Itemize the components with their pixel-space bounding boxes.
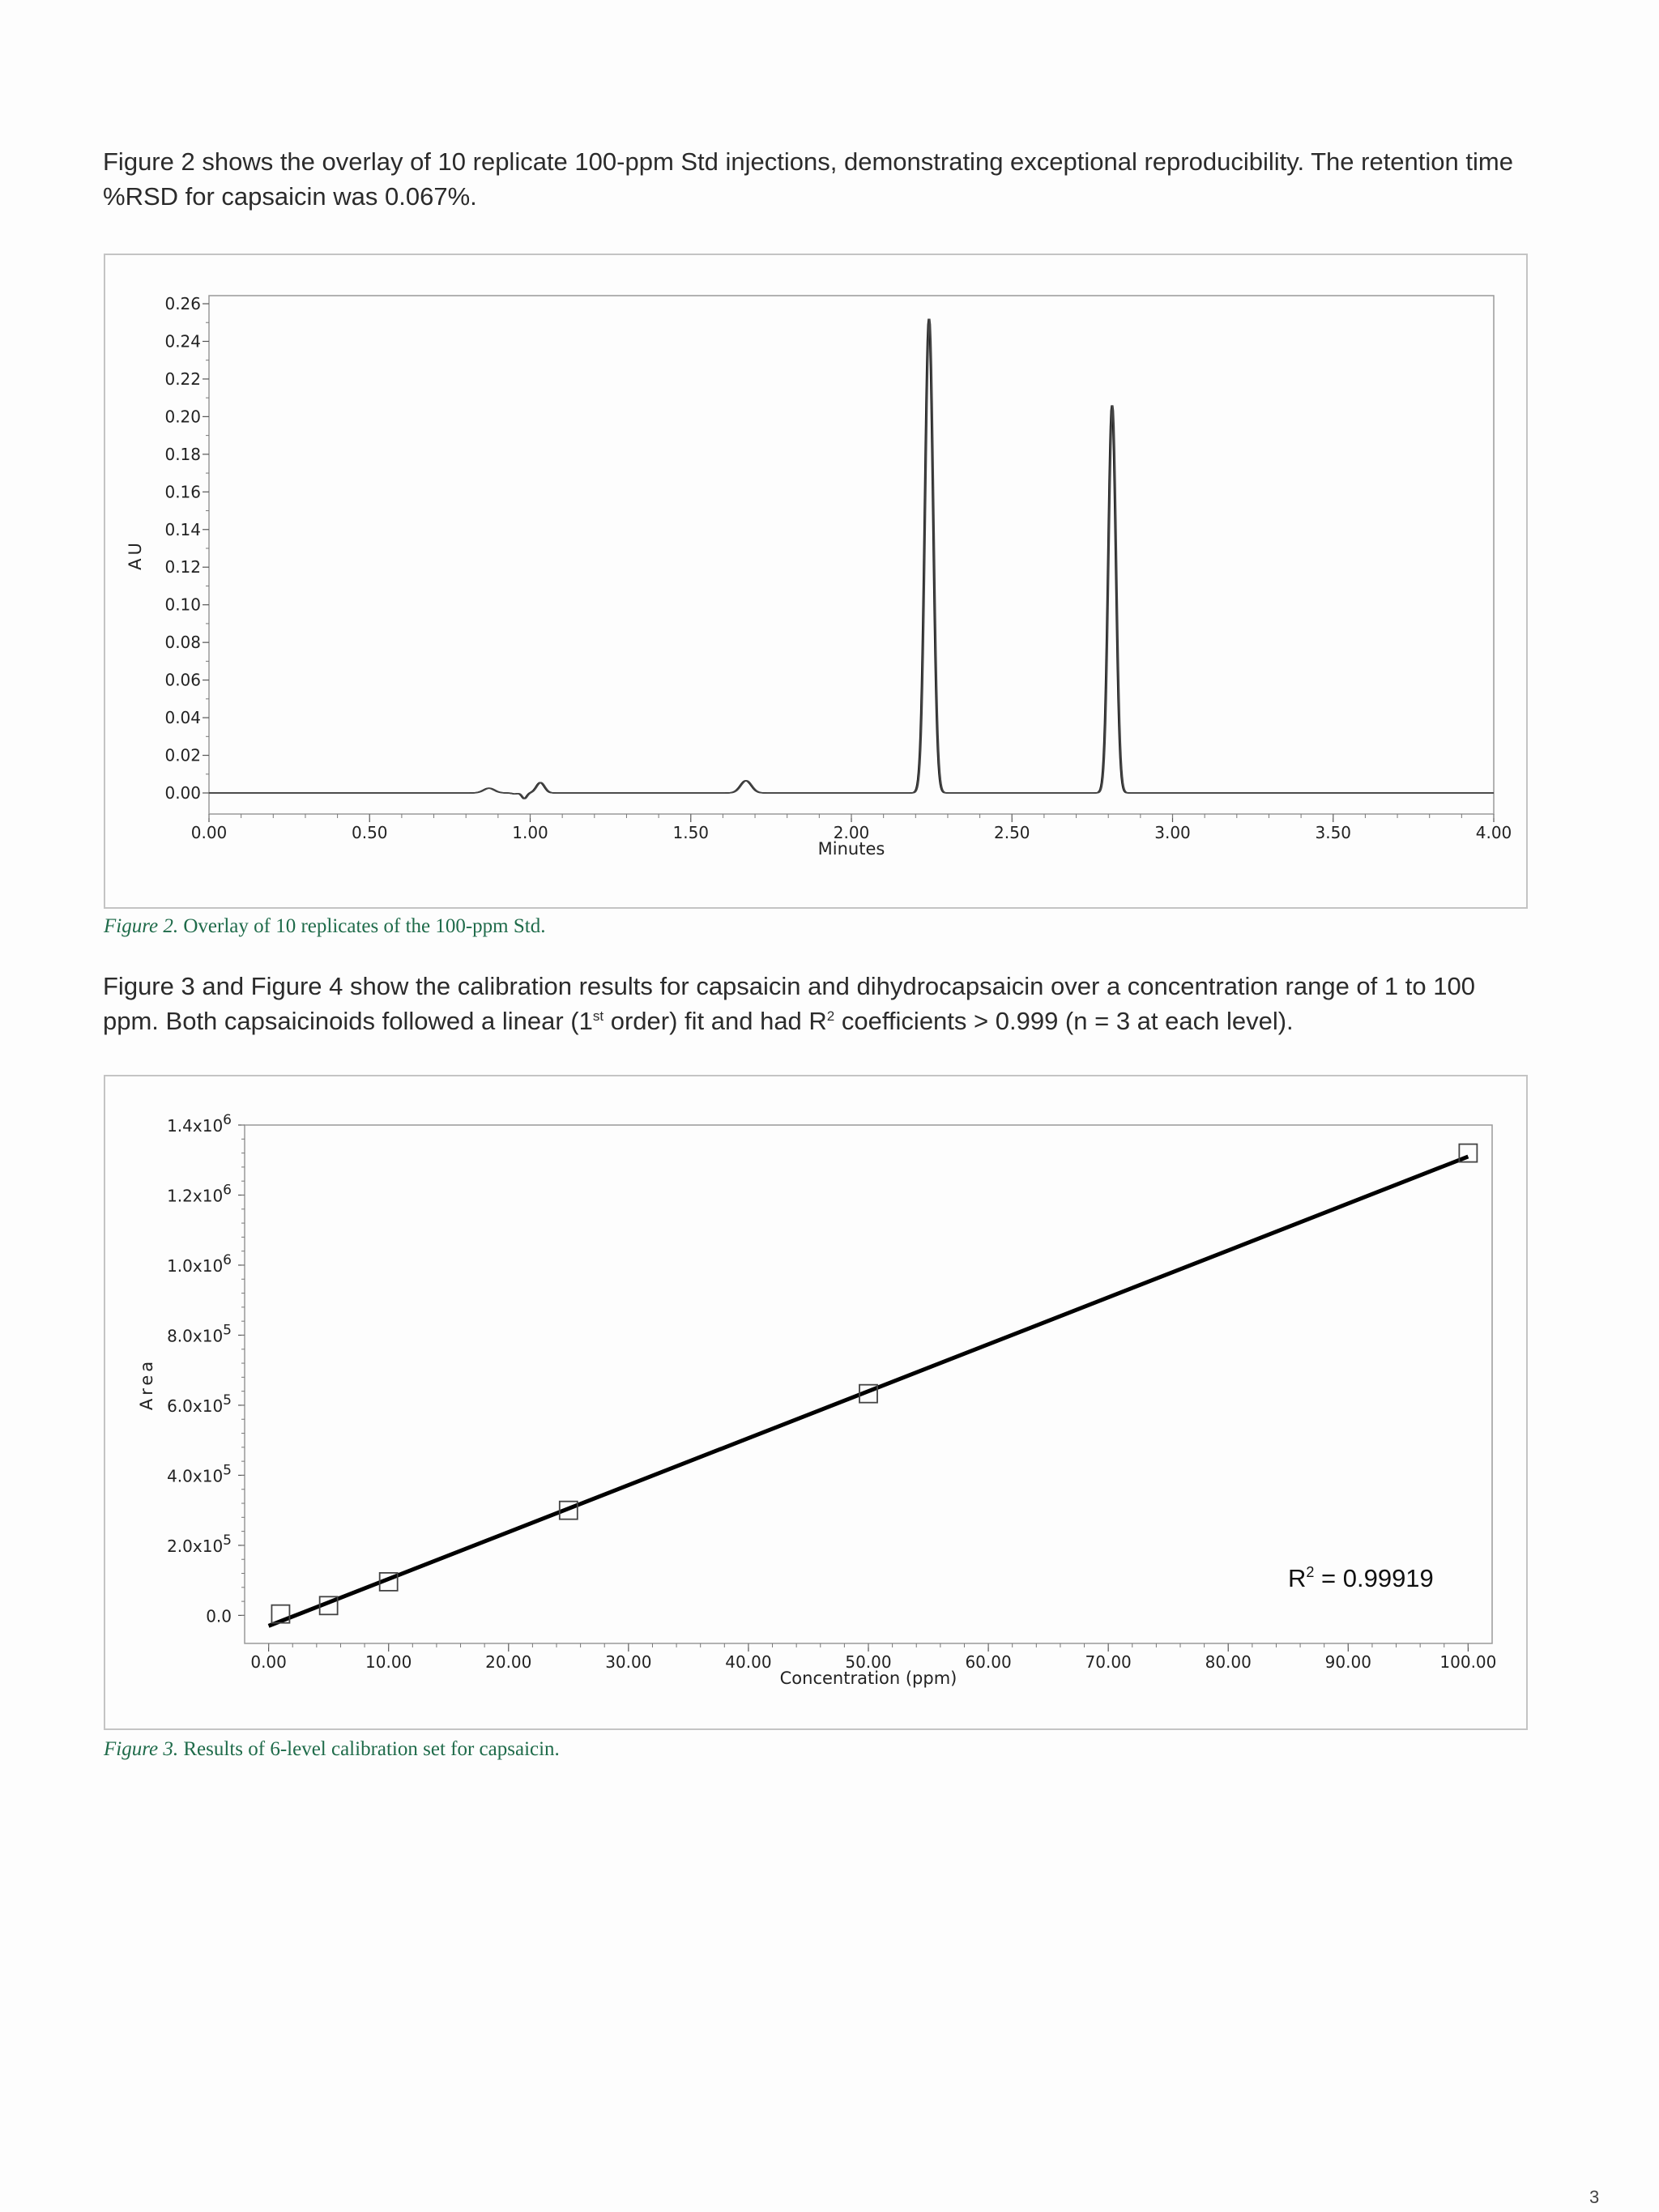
x-tick-label: 100.00 [1439, 1652, 1497, 1672]
figure-3-caption [104, 1738, 560, 1761]
calibration-paragraph-part2: order) fit and had R [603, 1007, 827, 1035]
y-tick-label [167, 1182, 232, 1205]
y-tick-label: 0.04 [164, 708, 201, 728]
x-tick-label: 40.00 [725, 1652, 772, 1672]
plot-frame [209, 296, 1494, 814]
x-tick-label: 50.00 [845, 1652, 892, 1672]
calibration-paragraph-part1: Figure 3 and Figure 4 show the calibration results for capsaicin and dihydrocapsaicin over a concentration range of 1 to 100 ppm. Both capsaicinoids followed a linear (1 [103, 972, 1475, 1035]
y-tick-label [167, 1462, 232, 1485]
y-tick-base: 6.0x10 [167, 1396, 224, 1416]
y-tick-label [167, 1112, 232, 1136]
x-tick-label: 4.00 [1475, 823, 1512, 842]
r-squared-symbol: R [1288, 1564, 1307, 1592]
y-tick-exponent: 5 [223, 1532, 232, 1549]
y-tick-exponent: 6 [223, 1251, 232, 1268]
x-tick-label: 10.00 [365, 1652, 412, 1672]
y-tick-label [167, 1322, 232, 1345]
fit-line [269, 1157, 1469, 1626]
y-tick-label: 0.14 [164, 519, 201, 539]
y-tick-label [167, 1392, 232, 1416]
x-tick-label: 3.50 [1315, 823, 1352, 842]
y-tick-label: 0.00 [164, 783, 201, 803]
y-tick-exponent: 5 [223, 1462, 232, 1479]
chromatogram-chart [105, 255, 1526, 907]
figure-2-caption [104, 915, 545, 938]
calibration-paragraph-part3: coefficients > 0.999 (n = 3 at each level). [834, 1007, 1294, 1035]
x-axis-title: Minutes [817, 839, 885, 859]
x-tick-label: 3.00 [1154, 823, 1191, 842]
x-tick-label: 20.00 [485, 1652, 532, 1672]
x-tick-label: 2.50 [993, 823, 1030, 842]
y-tick-base: 1.4x10 [167, 1116, 224, 1136]
y-tick-label: 0.02 [164, 745, 201, 765]
y-tick-label: 0.20 [164, 407, 201, 427]
x-tick-label: 0.00 [190, 823, 228, 842]
y-tick-exponent: 5 [223, 1392, 232, 1409]
chromatogram-trace [209, 319, 1494, 799]
x-tick-label: 30.00 [605, 1652, 652, 1672]
page-number: 3 [1589, 2187, 1600, 2207]
y-tick-label: 0.26 [164, 294, 201, 313]
x-tick-label: 2.00 [833, 823, 870, 842]
y-axis-title: Area [137, 1357, 156, 1411]
x-tick-label: 80.00 [1205, 1652, 1252, 1672]
y-tick-label: 0.18 [164, 444, 201, 464]
r-squared-annotation [1288, 1564, 1434, 1592]
figure-3-caption-text: Results of 6-level calibration set for capsaicin. [178, 1738, 560, 1760]
y-tick-exponent: 6 [223, 1182, 232, 1199]
figure-3-caption-label: Figure 3. [104, 1738, 179, 1760]
x-tick-label: 1.50 [672, 823, 710, 842]
y-tick-label: 0.22 [164, 369, 201, 389]
x-tick-label: 90.00 [1324, 1652, 1371, 1672]
y-tick-label: 0.16 [164, 482, 201, 502]
chromatogram-trace [209, 319, 1494, 799]
x-tick-label: 70.00 [1085, 1652, 1132, 1672]
r-squared-superscript: 2 [1306, 1564, 1315, 1580]
y-tick-label: 0.08 [164, 633, 201, 653]
y-axis-title: AU [126, 539, 145, 570]
x-tick-label: 0.50 [351, 823, 388, 842]
y-tick-label: 0.06 [164, 670, 201, 690]
y-tick-label [167, 1252, 232, 1276]
calibration-paragraph [103, 969, 1529, 1038]
y-tick-base: 4.0x10 [167, 1466, 224, 1486]
y-tick-base: 8.0x10 [167, 1326, 224, 1346]
y-tick-base: 1.2x10 [167, 1186, 224, 1206]
y-tick-exponent: 5 [223, 1322, 232, 1339]
figure-2-caption-label: Figure 2. [104, 915, 179, 937]
intro-paragraph: Figure 2 shows the overlay of 10 replicate 100-ppm Std injections, demonstrating exceptional reproducibility. The retention time %RSD for capsaicin was 0.067%. [103, 147, 1513, 211]
figure-3-box [104, 1075, 1528, 1730]
y-tick-label [167, 1532, 232, 1556]
y-tick-label [206, 1606, 232, 1626]
x-tick-label: 60.00 [965, 1652, 1012, 1672]
x-tick-label: 0.00 [250, 1652, 287, 1672]
calibration-paragraph-sup2: 2 [826, 1008, 835, 1024]
figure-2-caption-text: Overlay of 10 replicates of the 100-ppm Std. [178, 915, 546, 937]
y-tick-label: 0.12 [164, 557, 201, 578]
y-tick-base: 2.0x10 [167, 1536, 224, 1556]
r-squared-value: = 0.99919 [1314, 1564, 1434, 1592]
y-tick-exponent: 6 [223, 1112, 232, 1128]
x-tick-label: 1.00 [512, 823, 548, 842]
y-tick-base: 1.0x10 [167, 1255, 224, 1276]
y-tick-label: 0.10 [164, 595, 201, 615]
figure-2-box [104, 254, 1528, 909]
x-axis-title: Concentration (ppm) [779, 1669, 957, 1688]
chromatogram-trace [209, 319, 1494, 799]
calibration-chart [105, 1076, 1526, 1728]
calibration-paragraph-sup1: st [592, 1008, 604, 1024]
y-tick-label: 0.24 [164, 331, 201, 352]
y-tick-base: 0.0 [206, 1606, 232, 1626]
